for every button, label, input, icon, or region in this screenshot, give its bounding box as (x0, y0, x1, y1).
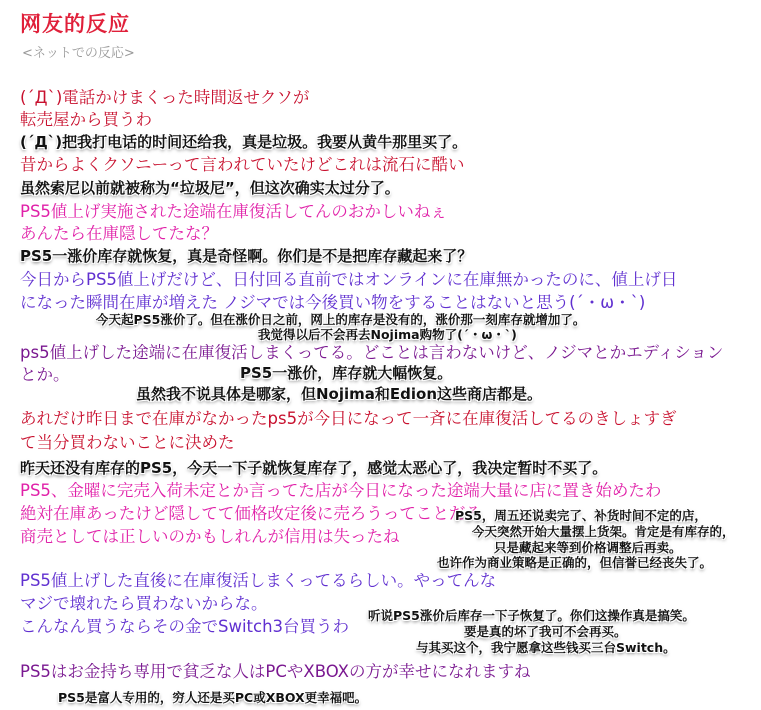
comment-jp-line: こんなん買うならその金でSwitch3台買うわ (20, 617, 350, 636)
comment-cn-translation: 虽然索尼以前就被称为“垃圾尼”，但这次确实太过分了。 (20, 179, 400, 197)
comment-cn-translation: 昨天还没有库存的PS5，今天一下子就恢复库存了，感觉太恶心了，我决定暂时不买了。 (20, 459, 608, 477)
comment-cn-translation: 我觉得以后不会再去Nojima购物了(´・ω・`) (258, 327, 517, 342)
comment-jp-line: PS5値上げ実施された途端在庫復活してんのおかしいねぇ (20, 202, 447, 221)
comment-jp-line: て当分買わないことに決めた (20, 433, 235, 452)
comment-jp-line: PS5、金曜に完売入荷未定とか言ってた店が今日になった途端大量に店に置き始めたわ (20, 481, 662, 500)
comment-jp-line: 絶対在庫あったけど隠してて価格改定後に売ろうってことだろ (20, 504, 482, 523)
comment-jp-line: PS5はお金持ち専用で貧乏な人はPCやXBOXの方が幸せになれますね (20, 662, 531, 681)
comment-cn-translation: PS5是富人专用的，穷人还是买PC或XBOX更幸福吧。 (58, 690, 368, 705)
page-title: 网友的反应 (20, 12, 130, 36)
comment-jp-line: とか。 (20, 365, 70, 384)
comment-cn-translation: (´Д`)把我打电话的时间还给我，真是垃圾。我要从黄牛那里买了。 (20, 133, 468, 151)
comment-cn-translation: 听说PS5涨价后库存一下子恢复了。你们这操作真是搞笑。 (368, 608, 695, 623)
comment-cn-translation: PS5一涨价库存就恢复，真是奇怪啊。你们是不是把库存藏起来了？ (20, 247, 473, 265)
comment-cn-translation: 只是藏起来等到价格调整后再卖。 (494, 540, 682, 555)
comment-cn-translation: 也许作为商业策略是正确的，但信誉已经丧失了。 (437, 555, 713, 570)
page-subtitle: <ネットでの反応> (22, 46, 135, 61)
comment-jp-line: ps5値上げした途端に在庫復活しまくってる。どことは言わないけど、ノジマとかエディション (20, 343, 724, 362)
comment-jp-line: あんたら在庫隠してたな？ (20, 224, 218, 243)
comment-jp-line: (´Д`)電話かけまくった時間返せクソが (20, 88, 310, 107)
comment-jp-line: PS5値上げした直後に在庫復活しまくってるらしい。やってんな (20, 571, 497, 590)
comment-cn-translation: 今天起PS5涨价了。但在涨价日之前，网上的库存是没有的，涨价那一刻库存就增加了。 (96, 312, 586, 327)
comment-jp-line: になった瞬間在庫が増えた ノジマでは今後買い物をすることはないと思う(´・ω・`) (20, 293, 646, 312)
comment-cn-translation: 与其买这个，我宁愿拿这些钱买三台Switch。 (416, 640, 676, 655)
comment-jp-line: 転売屋から買うわ (20, 110, 152, 129)
comment-jp-line: マジで壊れたら買わないからな。 (20, 594, 268, 613)
comment-cn-translation: 今天突然开始大量摆上货架。肯定是有库存的， (472, 524, 735, 539)
comment-jp-line: 今日からPS5値上げだけど、日付回る直前ではオンラインに在庫無かったのに、値上げ日 (20, 270, 678, 289)
comment-cn-translation: 要是真的坏了我可不会再买。 (464, 624, 627, 639)
comment-cn-translation: PS5，周五还说卖完了、补货时间不定的店， (455, 508, 707, 523)
comment-cn-translation: PS5一涨价，库存就大幅恢复。 (240, 364, 453, 382)
comment-jp-line: 昔からよくクソニーって言われていたけどこれは流石に酷い (20, 155, 465, 174)
comment-cn-translation: 虽然我不说具体是哪家，但Nojima和Edion这些商店都是。 (136, 385, 543, 403)
comment-jp-line: 商売としては正しいのかもしれんが信用は失ったね (20, 527, 400, 546)
comment-jp-line: あれだけ昨日まで在庫がなかったps5が今日になって一斉に在庫復活してるのきしょすぎ (20, 409, 677, 428)
